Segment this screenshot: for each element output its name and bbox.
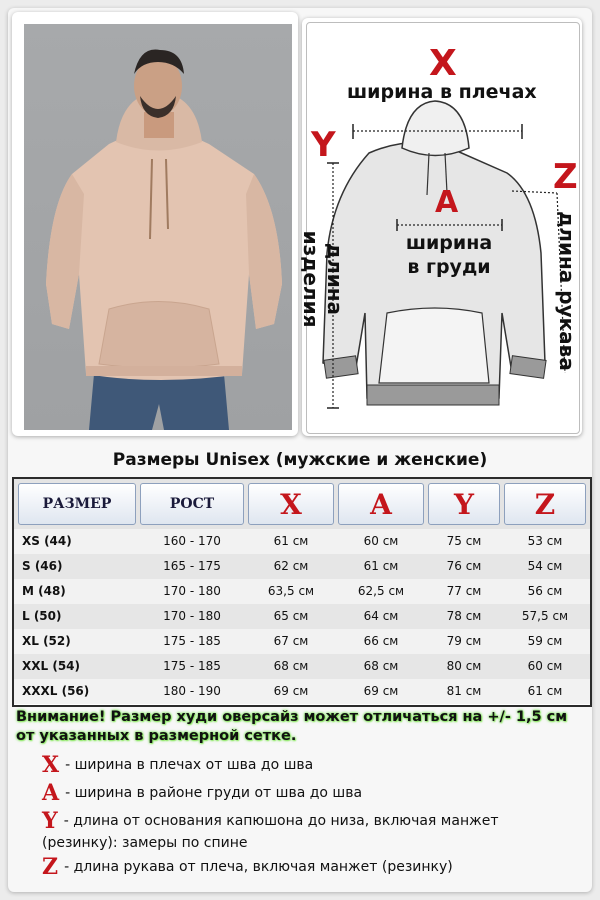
table-cell: 180 - 190 (163, 684, 221, 698)
table-cell: 64 см (363, 609, 399, 623)
table-cell: 61 см (363, 559, 399, 573)
table-cell: M (48) (22, 584, 66, 598)
table-cell: 66 см (363, 634, 399, 648)
header-z: Z (504, 483, 586, 525)
table-cell: 60 см (527, 659, 563, 673)
legend-item-a (42, 782, 562, 804)
table-cell: 54 см (527, 559, 563, 573)
table-row (14, 554, 590, 579)
table-cell: 65 см (273, 609, 309, 623)
diagram-label-z: длина рукава (555, 211, 579, 371)
table-cell: 57,5 см (521, 609, 569, 623)
size-table (12, 477, 592, 707)
header-y: Y (428, 483, 500, 525)
table-cell: 75 см (446, 534, 482, 548)
table-cell: 69 см (273, 684, 309, 698)
table-cell: S (46) (22, 559, 63, 573)
table-cell: 81 см (446, 684, 482, 698)
diagram-letter-x: X (429, 43, 457, 84)
table-cell: XL (52) (22, 634, 71, 648)
legend-text: - ширина в плечах от шва до шва (65, 757, 314, 773)
diagram-letter-a: A (435, 185, 459, 220)
size-table-title: Размеры Unisex (мужские и женские) (112, 450, 488, 470)
table-cell: 62,5 см (357, 584, 405, 598)
table-cell: 80 см (446, 659, 482, 673)
table-cell: 61 см (273, 534, 309, 548)
table-cell: 175 - 185 (163, 634, 221, 648)
legend-text: - ширина в районе груди от шва до шва (65, 785, 363, 801)
table-row (14, 654, 590, 679)
diagram-label-y: длина изделия (299, 230, 347, 328)
table-row (14, 579, 590, 604)
table-cell: 59 см (527, 634, 563, 648)
header-a: A (338, 483, 424, 525)
table-cell: 170 - 180 (163, 609, 221, 623)
legend-letter: A (42, 780, 60, 806)
legend-item-z (42, 856, 562, 878)
table-cell: 68 см (273, 659, 309, 673)
product-photo-card (12, 12, 298, 436)
table-cell: 160 - 170 (163, 534, 221, 548)
legend-text: - длина рукава от плеча, включая манжет (резинку) (64, 859, 453, 875)
table-cell: XXL (54) (22, 659, 80, 673)
table-cell: 67 см (273, 634, 309, 648)
table-cell: 56 см (527, 584, 563, 598)
table-row (14, 604, 590, 629)
diagram-letter-y: Y (311, 125, 336, 165)
legend-text: - длина от основания капюшона до низа, включая манжет (резинку): замеры по спине (42, 813, 499, 851)
table-cell: 61 см (527, 684, 563, 698)
table-cell: 170 - 180 (163, 584, 221, 598)
table-cell: 78 см (446, 609, 482, 623)
table-row (14, 529, 590, 554)
model-in-hoodie-illustration (24, 24, 292, 430)
product-photo (24, 24, 292, 430)
table-row (14, 629, 590, 654)
table-cell: 69 см (363, 684, 399, 698)
table-cell: 76 см (446, 559, 482, 573)
size-warning: Внимание! Размер худи оверсайз может отличаться на +/- 1,5 см от указанных в размерной сетке. (16, 709, 568, 744)
table-cell: XXXL (56) (22, 684, 90, 698)
legend-item-y (42, 810, 562, 854)
table-cell: 63,5 см (267, 584, 315, 598)
legend-letter: Y (42, 808, 58, 834)
table-cell: 175 - 185 (163, 659, 221, 673)
diagram-label-x: ширина в плечах (347, 81, 537, 103)
diagram-letter-z: Z (553, 157, 578, 197)
header-x: X (248, 483, 334, 525)
diagram-label-a-line2: в груди (407, 256, 491, 278)
table-cell: 53 см (527, 534, 563, 548)
table-cell: 60 см (363, 534, 399, 548)
measurement-diagram (299, 22, 580, 434)
table-cell: XS (44) (22, 534, 72, 548)
table-cell: 79 см (446, 634, 482, 648)
diagram-label-a (399, 231, 499, 279)
table-cell: 77 см (446, 584, 482, 598)
legend-item-x (42, 754, 562, 776)
header-size: РАЗМЕР (18, 483, 136, 525)
size-table-header (14, 479, 590, 530)
table-cell: L (50) (22, 609, 62, 623)
header-height: РОСТ (140, 483, 244, 525)
table-cell: 165 - 175 (163, 559, 221, 573)
table-cell: 68 см (363, 659, 399, 673)
legend-letter: X (42, 752, 60, 778)
measurement-diagram-card (299, 18, 582, 436)
legend-letter: Z (42, 854, 59, 880)
diagram-label-a-line1: ширина (405, 232, 493, 254)
table-row (14, 679, 590, 704)
table-cell: 62 см (273, 559, 309, 573)
